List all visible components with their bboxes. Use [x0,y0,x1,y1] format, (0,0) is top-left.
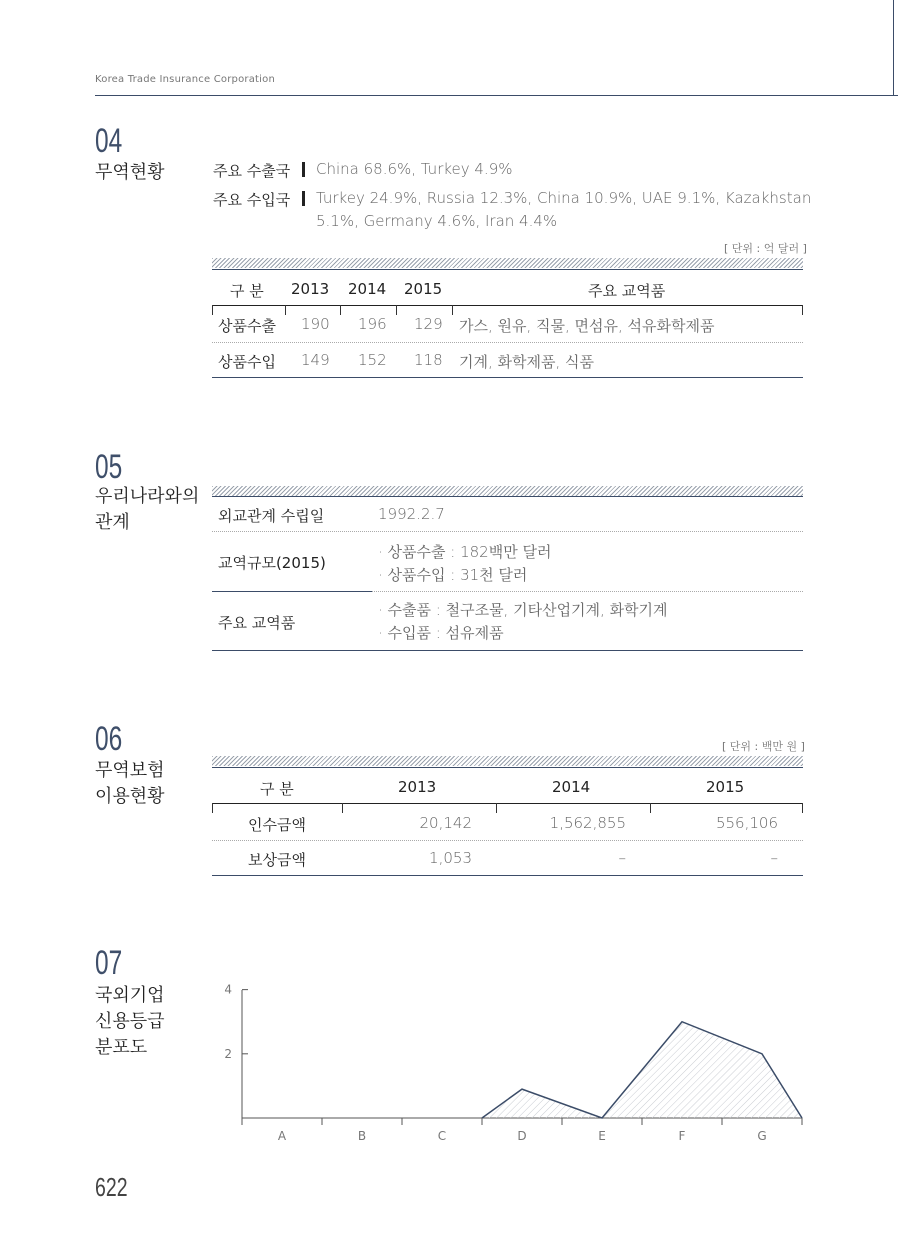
s05-label-main-items: 주요 교역품 [218,614,296,632]
s04-table-bottom-rule [212,377,803,378]
s06-header-2013: 2013 [398,778,437,796]
s04-tick [802,305,803,315]
s06-header-2014: 2014 [552,778,591,796]
s04-row-2015: 118 [414,351,443,369]
s04-table-top-rule [212,269,803,270]
s04-tick [340,305,341,315]
section-07-number: 07 [95,944,123,982]
s06-row-2015: – [770,849,778,867]
import-value-line2: 5.1%, Germany 4.6%, Iran 4.4% [316,212,558,230]
x-tick-label: B [357,1129,367,1143]
s05-label-trade-volume: 교역규모(2015) [218,554,326,572]
s04-row-items: 가스, 원유, 직물, 면섬유, 석유화학제품 [459,317,715,335]
s06-tick [342,803,343,813]
s05-value-trade-export: · 상품수출 : 182백만 달러 [378,543,552,561]
header-org: Korea Trade Insurance Corporation [95,74,275,85]
section-07-title-line2: 신용등급 [95,1011,165,1032]
s04-tick [285,305,286,315]
s06-table-hatch [212,756,803,766]
section-06-title-line1: 무역보험 [95,760,165,781]
s06-tick [212,803,213,813]
s04-row-divider [212,342,803,343]
export-value: China 68.6%, Turkey 4.9% [316,160,513,178]
s06-table-top-rule [212,767,803,768]
x-tick-label: G [757,1129,767,1143]
import-bar [302,191,305,206]
s06-row-label: 보상금액 [248,851,306,869]
s06-row-2015: 556,106 [715,814,778,832]
import-value-line1: Turkey 24.9%, Russia 12.3%, China 10.9%, UAE 9.1%, Kazakhstan [316,189,812,207]
s05-value-imports: · 수입품 : 섬유제품 [378,624,504,642]
s05-label-diplomatic: 외교관계 수립일 [218,507,325,525]
s04-unit: [ 단위 : 억 달러 ] [724,242,807,255]
s05-value-diplomatic: 1992.2.7 [378,505,445,523]
s04-header-category: 구 분 [230,282,264,300]
section-05-title-line1: 우리나라와의 [95,486,200,507]
s05-value-trade-import: · 상품수입 : 31천 달러 [378,566,528,584]
s04-tick [452,305,453,315]
section-07-title-line1: 국외기업 [95,985,165,1006]
x-tick-label: A [277,1129,287,1143]
x-tick-label: F [678,1129,686,1143]
s05-row-divider [212,531,803,532]
import-label: 주요 수입국 [213,191,291,209]
s06-row-divider [212,840,803,841]
s06-header-rule [212,803,803,804]
y-tick-label: 2 [224,1046,232,1061]
s04-row-2015: 129 [414,315,443,333]
s05-table-bottom-rule [212,650,803,651]
s06-header-2015: 2015 [706,778,745,796]
s06-row-2014: – [618,849,626,867]
s05-value-exports: · 수출품 : 철구조물, 기타산업기계, 화학기계 [378,601,668,619]
s06-row-2013: 20,142 [419,814,472,832]
s05-label-divider [212,591,372,592]
s04-row-label: 상품수출 [218,317,276,335]
x-tick-label: C [437,1129,447,1143]
s06-row-2014: 1,562,855 [549,814,626,832]
section-06-number: 06 [95,720,123,758]
s04-header-2015: 2015 [404,280,443,298]
s04-header-2014: 2014 [348,280,387,298]
x-tick-label: E [598,1129,606,1143]
s06-row-label: 인수금액 [248,816,306,834]
credit-rating-chart [210,980,810,1145]
s04-table-hatch [212,258,803,268]
section-04-title: 무역현황 [95,162,165,183]
s04-header-2013: 2013 [291,280,330,298]
header-vertical-rule [893,0,894,96]
x-tick-label: D [517,1129,527,1143]
s04-tick [212,305,213,315]
s04-tick [396,305,397,315]
header-rule [95,95,898,96]
section-05-title-line2: 관계 [95,512,130,533]
s06-tick [650,803,651,813]
export-label: 주요 수출국 [213,162,291,180]
s06-table-bottom-rule [212,875,803,876]
section-04-number: 04 [95,122,123,160]
s06-tick [496,803,497,813]
s04-row-2014: 152 [358,351,387,369]
s04-row-2013: 149 [301,351,330,369]
s06-header-category: 구 분 [260,780,294,798]
section-07-title-line3: 분포도 [95,1037,148,1058]
page-number: 622 [95,1172,128,1202]
export-bar [302,162,305,177]
s06-tick [802,803,803,813]
section-06-title-line2: 이용현황 [95,786,165,807]
s04-header-rule [212,305,803,306]
s04-row-2013: 190 [301,315,330,333]
s04-header-items: 주요 교역품 [588,282,666,300]
s05-table-hatch [212,486,803,496]
s04-row-2014: 196 [358,315,387,333]
y-tick-label: 4 [224,982,232,997]
section-05-number: 05 [95,448,123,486]
s06-row-2013: 1,053 [429,849,472,867]
s05-table-top-rule [212,496,803,497]
s04-row-label: 상품수입 [218,353,276,371]
s05-row-divider [372,591,803,592]
s04-row-items: 기계, 화학제품, 식품 [459,353,594,371]
s06-unit: [ 단위 : 백만 원 ] [722,740,805,753]
